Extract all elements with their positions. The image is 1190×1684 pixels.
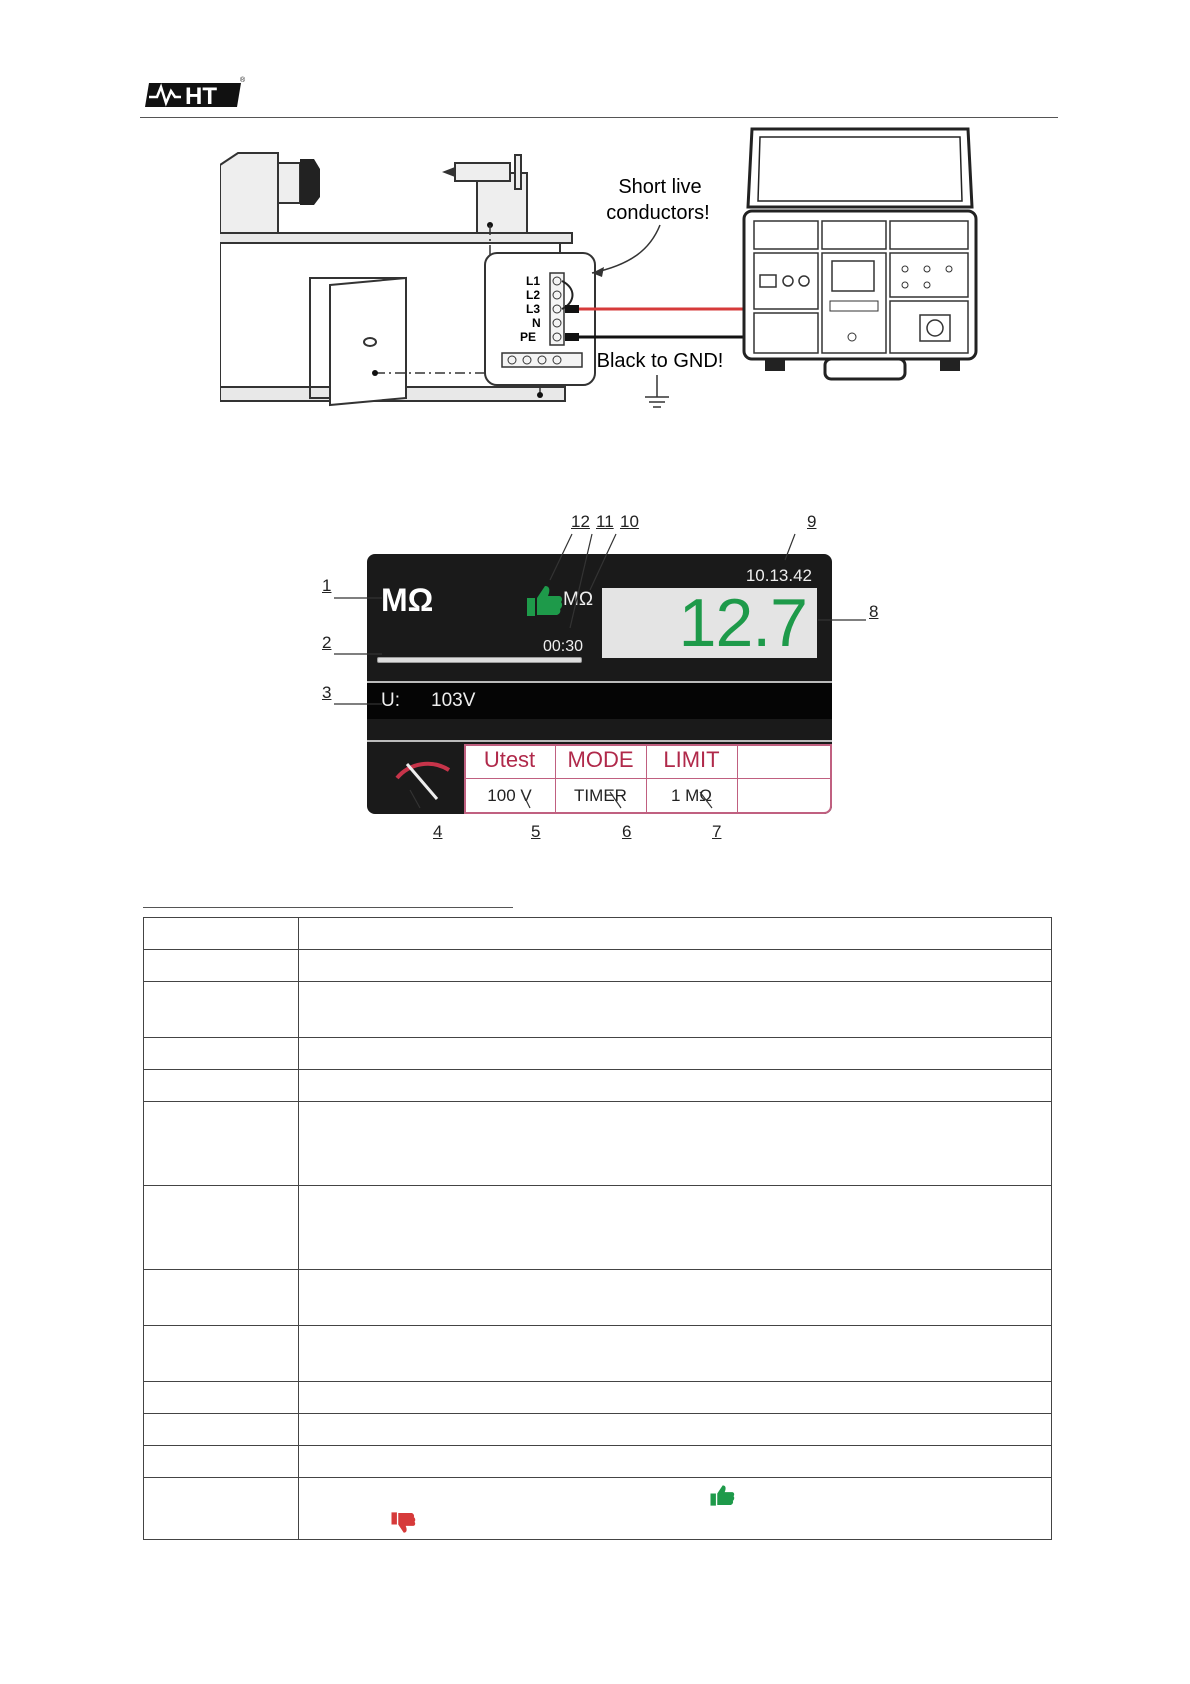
callout-12: 12 <box>571 512 590 531</box>
table-row <box>144 918 1052 950</box>
callout-11: 11 <box>596 512 614 531</box>
param-utest-value[interactable]: 100 V <box>487 786 532 805</box>
terminal-pe: PE <box>520 330 537 344</box>
callout-8: 8 <box>869 602 879 621</box>
clock-time: 10.13.42 <box>745 566 812 585</box>
callout-7: 7 <box>712 822 722 841</box>
param-limit-value[interactable]: 1 MΩ <box>670 786 713 805</box>
table-row <box>144 1038 1052 1070</box>
terminal-l2: L2 <box>526 288 541 302</box>
pass-thumbs-up-icon <box>709 1484 735 1507</box>
voltage-label: U: <box>381 690 400 711</box>
callout-10: 10 <box>620 512 639 531</box>
terminal-l1: L1 <box>526 274 541 288</box>
callout-5: 5 <box>531 822 541 841</box>
table-row <box>144 1382 1052 1414</box>
param-utest-name[interactable]: Utest <box>483 747 536 772</box>
timer-readout: 00:30 <box>543 638 584 655</box>
description-table <box>143 917 1052 1540</box>
function-label: MΩ <box>381 582 434 618</box>
param-limit-name[interactable]: LIMIT <box>663 747 720 772</box>
short-note-line2: conductors! <box>606 202 710 224</box>
table-row <box>144 1270 1052 1326</box>
fail-thumbs-down-icon <box>390 1511 416 1534</box>
svg-text:®: ® <box>240 77 246 84</box>
table-row <box>144 1326 1052 1382</box>
terminal-l3: L3 <box>526 302 541 316</box>
main-reading: 12.7 <box>678 585 807 661</box>
section-rule <box>143 907 513 908</box>
callout-4: 4 <box>433 822 443 841</box>
table-row <box>144 982 1052 1038</box>
param-mode-name[interactable]: MODE <box>567 747 634 772</box>
callout-3: 3 <box>322 683 332 702</box>
table-row <box>144 1186 1052 1270</box>
reading-unit: MΩ <box>563 589 594 610</box>
voltage-value: 103V <box>431 690 476 711</box>
gnd-note: Black to GND! <box>596 350 724 372</box>
callout-1: 1 <box>322 576 332 595</box>
callout-2: 2 <box>322 633 332 652</box>
logo-text: HT <box>185 83 217 110</box>
table-row <box>144 1446 1052 1478</box>
terminal-n: N <box>532 316 541 330</box>
table-row <box>144 950 1052 982</box>
table-row <box>144 1102 1052 1186</box>
table-row <box>144 1414 1052 1446</box>
param-mode-value[interactable]: TIMER <box>574 786 627 805</box>
callout-9: 9 <box>807 512 817 531</box>
table-row <box>144 1070 1052 1102</box>
callout-6: 6 <box>622 822 632 841</box>
short-note-line1: Short live <box>618 176 702 198</box>
table-row <box>144 1478 1052 1540</box>
